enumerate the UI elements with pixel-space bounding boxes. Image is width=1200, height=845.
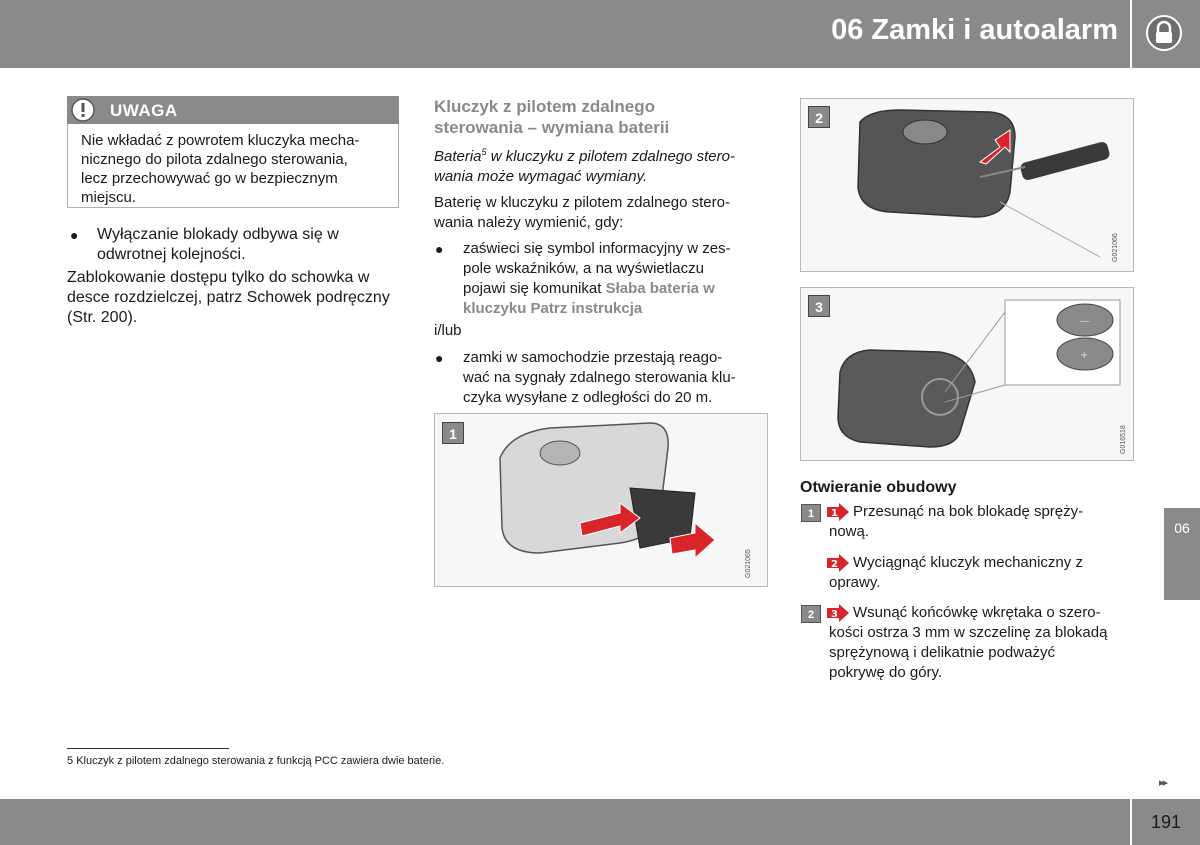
footnote-ref: 5 [481,147,487,157]
text-line: oprawy. [829,574,881,591]
footnote-text: Kluczyk z pilotem zdalnego sterowania z funkcją PCC zawiera dwie baterie. [76,755,445,767]
middle-bullet-1 [463,239,763,319]
warning-line: nicznego do pilota zdalnego sterowania, [81,151,348,168]
intro-pre: Bateria [434,148,482,165]
heading-line: sterowania – wymiana baterii [434,118,670,137]
text-line: Baterię w kluczyku z pilotem zdalnego stero- [434,194,730,211]
figure-3-code: G016518 [1120,425,1127,454]
text-line: czyka wysyłane z odległości do 20 m. [463,389,713,406]
text-line: wać na sygnały zdalnego sterowania klu- [463,369,736,386]
text-line: sprężynową i delikatnie podważyć [829,644,1055,661]
left-paragraph [67,268,402,328]
text-line: Wsunąć końcówkę wkrętaka o szero- [853,604,1101,621]
chapter-tab-label: 06 [1174,520,1190,536]
left-bullet-text [97,225,397,265]
warning-line: lecz przechowywać go w bezpiecznym [81,170,338,187]
next-page-marker: ▸▸ [1159,777,1167,789]
step-2-text [829,603,1134,683]
text-line [463,279,763,299]
bullet-dot: ● [70,227,79,243]
text-line: zaświeci się symbol informacyjny w zes- [463,240,731,257]
warning-icon [71,98,95,122]
intro-line-2: wania może wymagać wymiany. [434,168,648,185]
intro-post: w kluczyku z pilotem zdalnego stero- [486,148,735,165]
svg-text:1: 1 [831,508,838,519]
or-text: i/lub [434,322,462,339]
battery-illustration [830,292,1125,457]
warning-line: miejscu. [81,189,137,206]
warning-title: UWAGA [110,101,178,120]
middle-paragraph [434,193,764,233]
text-line: pokrywę do góry. [829,664,943,681]
intro-text [434,142,764,187]
text-line: Przesunąć na bok blokadę spręży- [853,503,1084,520]
step-1-text [829,502,1129,542]
message-highlight: Słaba bateria w [605,280,715,297]
chapter-title: 06 Zamki i autoalarm [831,14,1118,46]
text-line: pole wskaźników, a na wyświetlaczu [463,260,704,277]
figure-2-number: 2 [808,106,830,128]
key-fob-illustration [480,418,740,583]
section-heading [434,96,764,138]
text-line: nową. [829,523,870,540]
text-line: Wyciągnąć kluczyk mechaniczny z [853,554,1083,571]
page-number: 191 [1150,812,1182,832]
footnote [67,755,444,767]
bullet-dot: ● [435,350,444,366]
text-line: odwrotnej kolejności. [97,246,246,263]
intro-line-1 [434,142,764,167]
text-line: Wyłączanie blokady odbywa się w [97,226,339,243]
text-span: pojawi się komunikat [463,280,606,297]
middle-bullet-2 [463,348,763,408]
figure-1-number: 1 [442,422,464,444]
text-line: wania należy wymienić, gdy: [434,214,624,231]
svg-text:3: 3 [831,609,838,620]
screwdriver-illustration [840,102,1120,267]
footer-band [0,799,1130,845]
message-highlight: kluczyku Patrz instrukcja [463,300,643,317]
step-1b-text [829,553,1129,593]
warning-line: Nie wkładać z powrotem kluczyka mecha- [81,132,360,149]
figure-3-number: 3 [808,295,830,317]
figure-1-code: G021065 [745,549,752,578]
footnote-divider [67,748,229,749]
text-line: kości ostrza 3 mm w szczelinę za blokadą [829,624,1108,641]
text-line: zamki w samochodzie przestają reago- [463,349,723,366]
bullet-dot: ● [435,241,444,257]
lock-icon [1145,14,1183,52]
text-line: desce rozdzielczej, patrz Schowek podręczny [67,289,390,306]
figure-2-code: G021066 [1112,233,1119,262]
text-line: (Str. 200). [67,309,138,326]
warning-text [81,131,391,207]
svg-text:2: 2 [831,559,838,570]
svg-text:—: — [1080,316,1090,327]
opening-heading: Otwieranie obudowy [800,479,957,496]
step-badge: 2 [801,605,821,623]
step-badge: 1 [801,504,821,522]
text-line: Zablokowanie dostępu tylko do schowka w [67,269,370,286]
svg-text:+: + [1080,350,1089,361]
heading-line: Kluczyk z pilotem zdalnego [434,97,656,116]
footnote-number: 5 [67,755,74,767]
